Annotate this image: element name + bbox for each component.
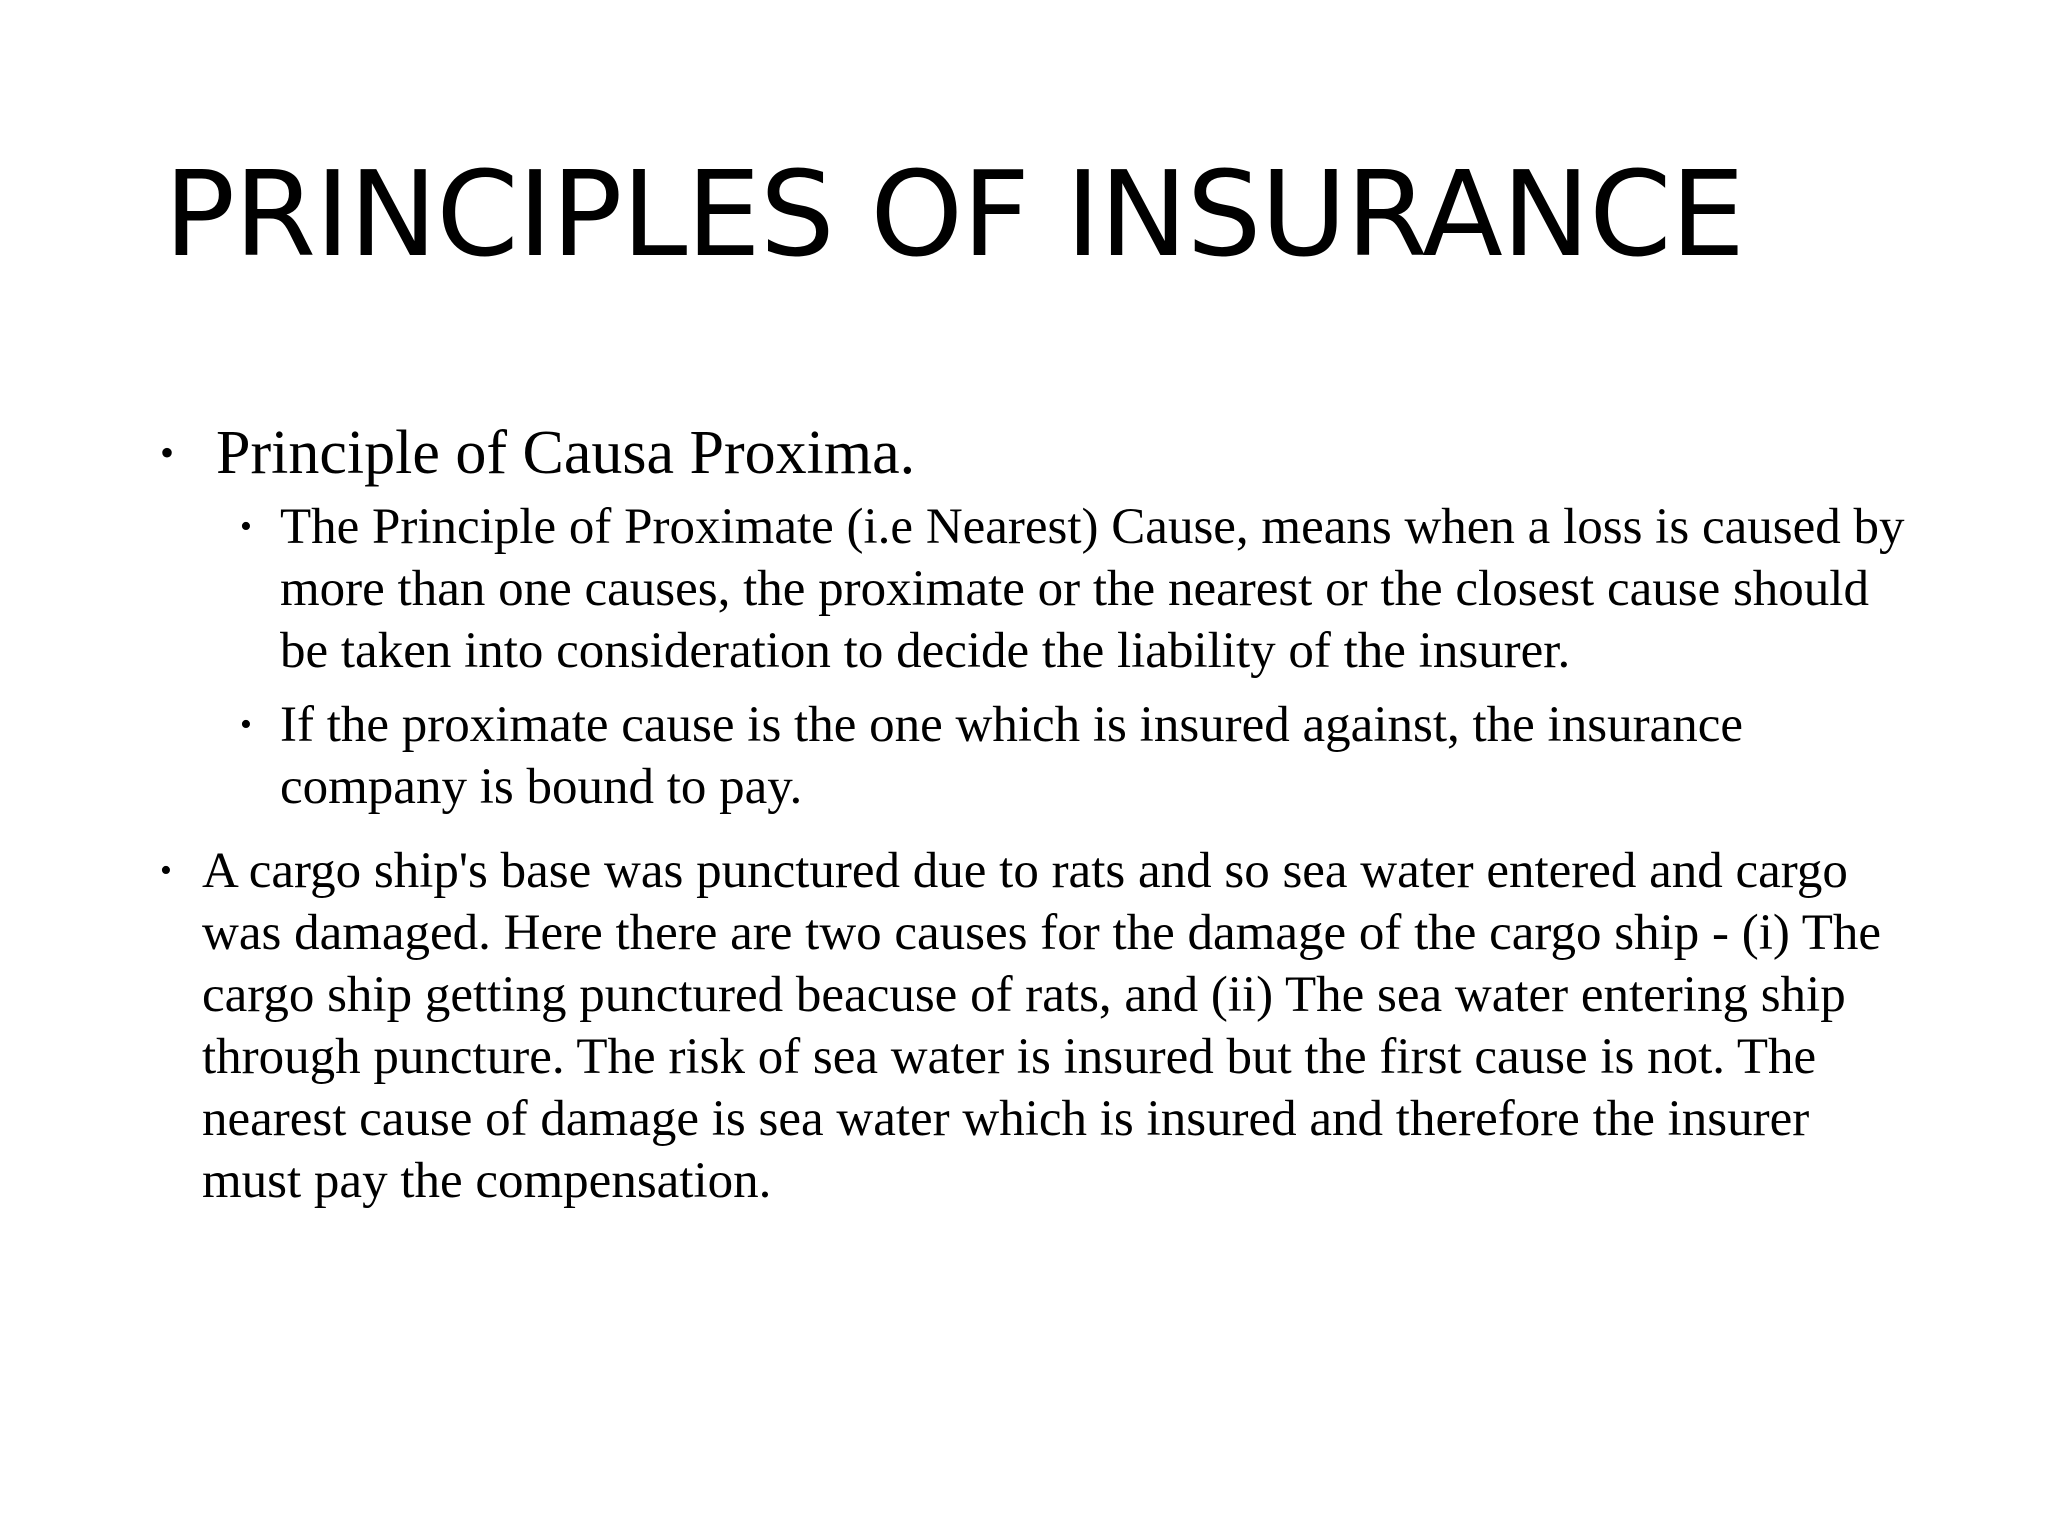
bullet-dot-icon: • [160,852,172,889]
bullet-dot-icon: • [240,508,252,545]
bullet-principle-heading [160,418,1920,488]
bullet-dot-icon: • [240,706,252,743]
bullet-text: Principle of Causa Proxima. [216,419,916,487]
sub-bullet-definition [240,496,1920,682]
sub-bullet-text: The Principle of Proximate (i.e Nearest) Cause, means when a loss is caused by more than one causes, the proximate or the nearest or the closest cause should be taken into consideration to decide the liability of the insurer. [280,499,1905,679]
bullet-cargo-example [160,840,1920,1212]
sub-bullet-text: If the proximate cause is the one which is insured against, the insurance company is bound to pay. [280,697,1743,815]
slide-content [160,418,1920,1212]
bullet-dot-icon: • [160,430,175,475]
slide-title: PRINCIPLES OF INSURANCE [164,145,1745,283]
sub-bullet-liability [240,694,1920,818]
bullet-text: A cargo ship's base was punctured due to rats and so sea water entered and cargo was damaged. Here there are two causes for the damage of the cargo ship - (i) The cargo ship getting punctured beacuse of rats, and (ii) The sea water entering ship through puncture. The risk of sea water is insured but the first cause is not. The nearest cause of damage is sea water which is insured and therefore the insurer must pay the compensation. [202,843,1881,1209]
